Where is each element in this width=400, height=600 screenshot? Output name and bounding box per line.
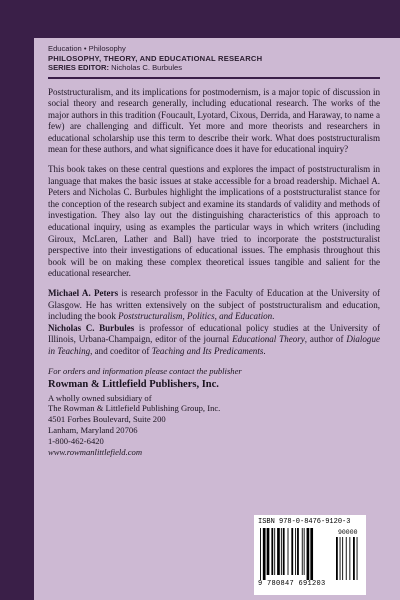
book-title: Dialogue in Teaching bbox=[48, 334, 380, 356]
price-addon-bars bbox=[336, 537, 358, 580]
barcode-bar bbox=[291, 528, 293, 575]
price-code: 90000 bbox=[338, 529, 358, 536]
barcode-bar bbox=[297, 528, 299, 575]
address-line: A wholly owned subsidiary of bbox=[48, 392, 152, 403]
publisher-name: Rowman & Littlefield Publishers, Inc. bbox=[48, 378, 219, 390]
author-bio-peters bbox=[48, 288, 380, 323]
publisher-address bbox=[48, 393, 380, 458]
barcode-bar bbox=[288, 528, 289, 575]
category-label: Education • Philosophy bbox=[48, 44, 126, 53]
book-title: Poststructuralism, Politics, and Education bbox=[118, 311, 273, 322]
addon-bar bbox=[357, 537, 358, 580]
addon-bar bbox=[340, 537, 341, 580]
barcode-bar bbox=[271, 528, 273, 575]
series-title: PHILOSOPHY, THEORY, AND EDUCATIONAL RESEARCH bbox=[48, 53, 263, 63]
author-name-burbules: Nicholas C. Burbules bbox=[48, 322, 135, 333]
addon-bar bbox=[336, 537, 338, 580]
author-bio-burbules bbox=[48, 323, 380, 358]
barcode-bar bbox=[263, 528, 266, 580]
barcode-bar bbox=[283, 528, 285, 575]
barcode-bar bbox=[267, 528, 270, 575]
ean-bars bbox=[260, 528, 313, 580]
bio-text: . bbox=[263, 345, 266, 356]
address-line: 4501 Forbes Boulevard, Suite 200 bbox=[48, 414, 166, 425]
publisher-url[interactable]: www.rowmanlittlefield.com bbox=[48, 447, 143, 458]
barcode-bar bbox=[302, 528, 303, 575]
author-name-peters: Michael A. Peters bbox=[48, 288, 119, 298]
address-line: The Rowman & Littlefield Publishing Group, Inc. bbox=[48, 403, 221, 414]
addon-bar bbox=[353, 537, 355, 580]
series-editor-name: Nicholas C. Burbules bbox=[111, 63, 183, 72]
barcode-bar bbox=[277, 528, 280, 575]
addon-bar bbox=[346, 537, 347, 580]
barcode-bar bbox=[295, 528, 296, 575]
bio-text: is research professor in the Faculty of Education at the University of Glasgow. He has written extensively on the subject of poststructuralism and education, including the book bbox=[48, 288, 380, 322]
book-title: Teaching and Its Predicaments bbox=[151, 345, 264, 356]
header-rule bbox=[48, 77, 380, 79]
isbn-label: ISBN 978-0-8476-9120-3 bbox=[258, 518, 351, 526]
addon-bar bbox=[342, 537, 343, 580]
barcode-bar bbox=[281, 528, 282, 575]
barcode-bars bbox=[258, 528, 362, 580]
journal-title: Educational Theory bbox=[232, 334, 305, 345]
order-note: For orders and information please contact the publisher bbox=[48, 365, 242, 376]
barcode-bar bbox=[274, 528, 275, 575]
barcode-bar bbox=[310, 528, 313, 580]
addon-bar bbox=[349, 537, 350, 580]
barcode-bar bbox=[307, 528, 310, 580]
bio-text: , author of bbox=[304, 334, 347, 345]
bio-text: is professor of educational policy studies at the University of Illinois, Urbana-Champaign, editor of the journal bbox=[48, 322, 381, 345]
barcode-number: 9 780847 691203 bbox=[258, 580, 326, 588]
barcode-box bbox=[254, 515, 366, 595]
address-line: 1-800-462-6420 bbox=[48, 436, 104, 447]
series-header bbox=[48, 38, 380, 73]
barcode-bar bbox=[304, 528, 305, 575]
series-editor bbox=[48, 63, 380, 73]
paragraph-description: This book takes on these central questions and explores the impact of poststructuralism in language that makes the basic issues at stake accessible for a broad readership. Michael A. Peters and Nicholas C. Burbules highlight the implications of a poststructuralist stance for the conception of the research subject and examine its standards of validity and methods of investigation. They also lay out the distinguishing characteristics of this approach to educational inquiry, using as examples the particular ways in which writers (including Giroux, McLaren, Lather and Ball) have tried to incorporate the poststructuralist perspective into their investigations of educational issues. The emphasis throughout this book will be on making these complex theoretical issues tangible and salient for the educational researcher. bbox=[48, 164, 380, 279]
series-editor-label: SERIES EDITOR: bbox=[48, 63, 110, 72]
address-line: Lanham, Maryland 20706 bbox=[48, 425, 138, 436]
paragraph-intro: Poststructuralism, and its implications for postmodernism, is a major topic of discussion in social theory and research generally, including educational research. The works of the major authors in this tradition (Foucault, Lyotard, Cixous, Derrida, and Haraway, to name a few) are challenging and difficult. Yet more and more theorists and researchers in educational scholarship use this term to describe their work. What does poststructuralism mean for these authors, and what significance does it have for educational inquiry? bbox=[48, 86, 380, 155]
barcode-bar bbox=[260, 528, 261, 580]
bio-text: . bbox=[272, 311, 275, 322]
bio-text: , and coeditor of bbox=[90, 345, 152, 356]
